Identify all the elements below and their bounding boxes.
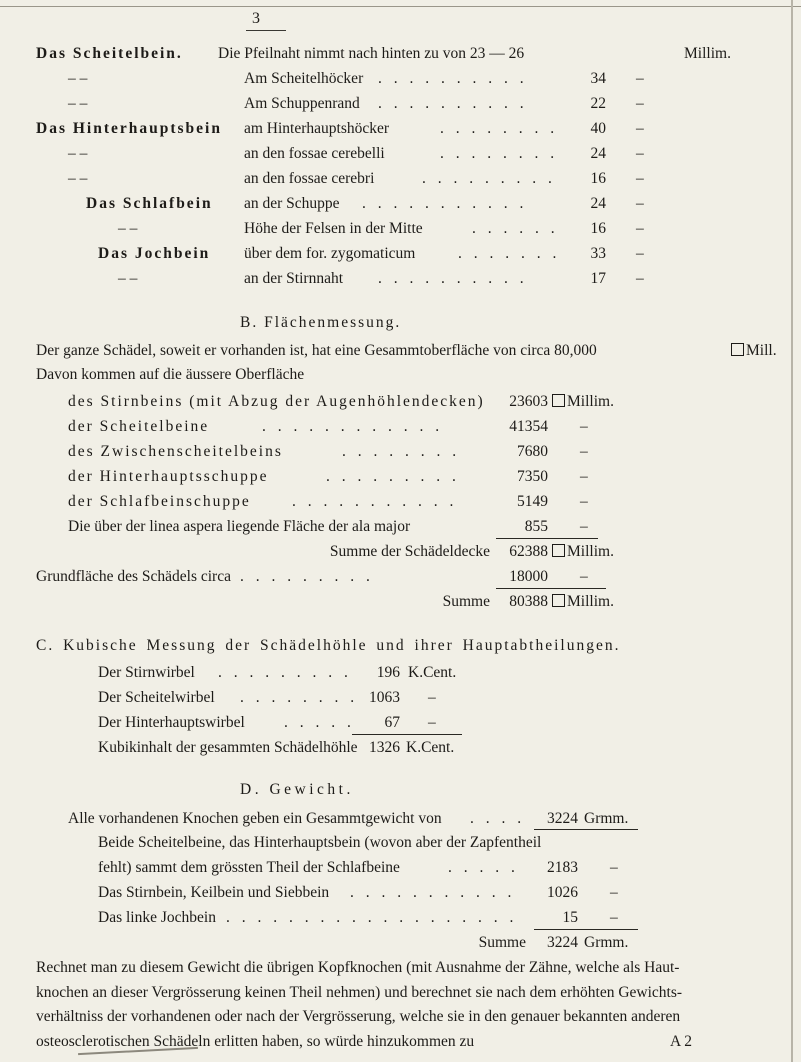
volume-total-value: 1326 bbox=[369, 739, 400, 756]
section-a-bone-label: – – bbox=[68, 145, 88, 162]
area-row-value: 855 bbox=[524, 518, 548, 535]
weight-line: Alle vorhandenen Knochen geben ein Gesammtgewicht von bbox=[68, 810, 442, 827]
weight-unit: Grmm. bbox=[584, 810, 629, 827]
weight-line: Das Stirnbein, Keilbein und Siebbein bbox=[98, 884, 330, 901]
weight-sum-label: Summe bbox=[478, 934, 526, 951]
section-a-value: 16 bbox=[590, 170, 606, 187]
weight-value: 2183 bbox=[547, 859, 578, 876]
area-row-unit-group bbox=[552, 393, 614, 411]
section-a-value: 24 bbox=[590, 195, 606, 212]
area-row-label: des Stirnbeins (mit Abzug der Augenhöhlendecken) bbox=[68, 393, 485, 410]
section-b-intro: Der ganze Schädel, soweit er vorhanden ist, hat eine Gesammtoberfläche von circa 80,000 bbox=[36, 342, 597, 359]
section-a-bone-label: – – bbox=[68, 95, 88, 112]
base-area-value: 18000 bbox=[509, 568, 548, 585]
section-a-value: 16 bbox=[590, 220, 606, 237]
area-sum-unit: Millim. bbox=[567, 543, 614, 560]
area-row-label: der Scheitelbeine bbox=[68, 418, 210, 435]
total-area-value: 80388 bbox=[509, 593, 548, 610]
leader-dots: . . . . . . . . . . bbox=[378, 95, 528, 112]
area-row-unit: – bbox=[580, 518, 588, 535]
leader-dots: . . . . . . . . bbox=[342, 443, 461, 460]
leader-dots: . . . . . . . bbox=[458, 245, 561, 262]
section-c-heading: C. Kubische Messung der Schädelhöhle und ihrer Hauptabtheilungen. bbox=[36, 637, 621, 654]
area-row-value: 5149 bbox=[517, 493, 548, 510]
total-area-unit-group bbox=[552, 593, 614, 611]
section-a-unit: – bbox=[636, 245, 644, 262]
area-row-label: des Zwischenscheitelbeins bbox=[68, 443, 283, 460]
area-row-value: 7350 bbox=[517, 468, 548, 485]
area-row-label: der Hinterhauptsschuppe bbox=[68, 468, 269, 485]
leader-dots: . . . . . . . . . . . . bbox=[262, 418, 444, 435]
section-a-part: über dem for. zygomaticum bbox=[244, 245, 416, 262]
section-a-unit: – bbox=[636, 120, 644, 137]
section-a-value: 33 bbox=[590, 245, 606, 262]
section-a-part: an den fossae cerebelli bbox=[244, 145, 385, 162]
volume-row-value: 196 bbox=[376, 664, 400, 681]
section-a-bone-label: – – bbox=[68, 70, 88, 87]
leader-dots: . . . . . . . . . bbox=[422, 170, 556, 187]
section-b-intro-unit: Mill. bbox=[746, 342, 777, 359]
area-row-unit: – bbox=[580, 493, 588, 510]
volume-total-label: Kubikinhalt der gesammten Schädelhöhle bbox=[98, 739, 358, 756]
base-area-unit: – bbox=[580, 568, 588, 585]
sum-rule bbox=[534, 829, 638, 830]
volume-row-value: 1063 bbox=[369, 689, 400, 706]
volume-total-unit: K.Cent. bbox=[406, 739, 455, 756]
section-a-bone-label: – – bbox=[68, 170, 88, 187]
section-a-value: 24 bbox=[590, 145, 606, 162]
total-area-label: Summe bbox=[442, 593, 490, 610]
section-a-part: Die Pfeilnaht nimmt nach hinten zu von 23 — 26 bbox=[218, 45, 525, 62]
top-rule bbox=[0, 6, 801, 7]
section-a-part: Höhe der Felsen in der Mitte bbox=[244, 220, 423, 237]
section-a-part: an der Stirnnaht bbox=[244, 270, 344, 287]
square-unit-icon bbox=[731, 343, 744, 356]
square-unit-icon bbox=[552, 544, 565, 557]
section-a-part: am Hinterhauptshöcker bbox=[244, 120, 390, 137]
section-a-unit: – bbox=[636, 270, 644, 287]
weight-unit: – bbox=[610, 909, 618, 926]
section-a-part: Am Schuppenrand bbox=[244, 95, 360, 112]
section-a-value: 34 bbox=[590, 70, 606, 87]
leader-dots: . . . . . . . . . . . bbox=[350, 884, 516, 901]
leader-dots: . . . . bbox=[470, 810, 526, 827]
weight-value: 15 bbox=[562, 909, 578, 926]
weight-unit: – bbox=[610, 859, 618, 876]
volume-row-unit: – bbox=[428, 714, 436, 731]
leader-dots: . . . . . . . . bbox=[440, 120, 559, 137]
weight-value: 1026 bbox=[547, 884, 578, 901]
leader-dots: . . . . . . . . bbox=[240, 689, 359, 706]
section-a-bone-label: Das Hinterhauptsbein bbox=[36, 120, 222, 137]
leader-dots: . . . . . . . . . . . bbox=[362, 195, 528, 212]
leader-dots: . . . . . bbox=[448, 859, 519, 876]
weight-line: Beide Scheitelbeine, das Hinterhauptsbein (wovon aber der Zapfentheil bbox=[98, 834, 542, 851]
area-row-value: 23603 bbox=[509, 393, 548, 410]
volume-row-label: Der Hinterhauptswirbel bbox=[98, 714, 245, 731]
sum-rule bbox=[352, 734, 462, 735]
leader-dots: . . . . . . . . bbox=[440, 145, 559, 162]
leader-dots: . . . . . . . . . bbox=[326, 468, 460, 485]
closing-paragraph-line: osteosclerotischen Schädeln erlitten haben, so würde hinzukommen zu bbox=[36, 1033, 475, 1050]
total-area-unit: Millim. bbox=[567, 593, 614, 610]
area-row-unit: – bbox=[580, 443, 588, 460]
section-a-part: an der Schuppe bbox=[244, 195, 340, 212]
section-a-part: an den fossae cerebri bbox=[244, 170, 375, 187]
section-a-unit: – bbox=[636, 145, 644, 162]
weight-sum-value: 3224 bbox=[547, 934, 578, 951]
section-b-heading: B. Flächenmessung. bbox=[240, 314, 402, 331]
section-b-intro-unit-group bbox=[731, 342, 777, 360]
area-row-value: 7680 bbox=[517, 443, 548, 460]
weight-line: Das linke Jochbein bbox=[98, 909, 216, 926]
section-a-part: Am Scheitelhöcker bbox=[244, 70, 364, 87]
area-row-unit: Millim. bbox=[567, 393, 614, 410]
section-a-bone-label: Das Scheitelbein. bbox=[36, 45, 183, 62]
page-number: 3 bbox=[252, 10, 260, 27]
area-sum-unit-group bbox=[552, 543, 614, 561]
section-a-value: 17 bbox=[590, 270, 606, 287]
base-area-label: Grundfläche des Schädels circa bbox=[36, 568, 231, 585]
square-unit-icon bbox=[552, 594, 565, 607]
sum-rule bbox=[496, 538, 598, 539]
section-a-unit: – bbox=[636, 95, 644, 112]
area-row-value: 41354 bbox=[509, 418, 548, 435]
section-d-heading: D. Gewicht. bbox=[240, 781, 354, 798]
leader-dots: . . . . . . . . . . bbox=[378, 270, 528, 287]
section-a-value: 22 bbox=[590, 95, 606, 112]
weight-line: fehlt) sammt dem grössten Theil der Schlafbeine bbox=[98, 859, 400, 876]
weight-unit: – bbox=[610, 884, 618, 901]
closing-paragraph-line: Rechnet man zu diesem Gewicht die übrigen Kopfknochen (mit Ausnahme der Zähne, welche als Haut- bbox=[36, 959, 680, 976]
section-a-unit: – bbox=[636, 170, 644, 187]
area-row-unit: – bbox=[580, 468, 588, 485]
volume-row-unit: K.Cent. bbox=[408, 664, 457, 681]
section-a-bone-label: – – bbox=[118, 220, 138, 237]
area-sum-value: 62388 bbox=[509, 543, 548, 560]
area-row-unit: – bbox=[580, 418, 588, 435]
section-a-unit: – bbox=[636, 220, 644, 237]
leader-dots: . . . . . bbox=[284, 714, 355, 731]
area-sum-label: Summe der Schädeldecke bbox=[329, 543, 490, 560]
area-row-label: der Schlafbeinschuppe bbox=[68, 493, 251, 510]
volume-row-label: Der Stirnwirbel bbox=[98, 664, 195, 681]
volume-row-label: Der Scheitelwirbel bbox=[98, 689, 215, 706]
section-a-value: 40 bbox=[590, 120, 606, 137]
leader-dots: . . . . . . bbox=[472, 220, 559, 237]
sum-rule bbox=[496, 588, 606, 589]
closing-paragraph-line: verhältniss der vorhandenen oder nach der Vergrösserung, welche sie in den genauer bekannten anderen bbox=[36, 1008, 681, 1025]
section-a-bone-label: Das Jochbein bbox=[98, 245, 211, 262]
section-a-bone-label: – – bbox=[118, 270, 138, 287]
signature-mark: A 2 bbox=[670, 1033, 692, 1050]
weight-value: 3224 bbox=[547, 810, 578, 827]
sum-rule bbox=[534, 929, 638, 930]
leader-dots: . . . . . . . . . bbox=[218, 664, 352, 681]
leader-dots: . . . . . . . . . . . . . . . . . . . bbox=[226, 909, 518, 926]
section-b-intro: Davon kommen auf die äussere Oberfläche bbox=[36, 366, 305, 383]
page-number-rule bbox=[246, 30, 286, 31]
page-edge bbox=[791, 0, 793, 1062]
square-unit-icon bbox=[552, 394, 565, 407]
section-a-unit: Millim. bbox=[684, 45, 731, 62]
section-a-unit: – bbox=[636, 195, 644, 212]
area-row-label: Die über der linea aspera liegende Fläche der ala major bbox=[68, 518, 411, 535]
weight-sum-unit: Grmm. bbox=[584, 934, 629, 951]
section-a-unit: – bbox=[636, 70, 644, 87]
volume-row-unit: – bbox=[428, 689, 436, 706]
leader-dots: . . . . . . . . . . . bbox=[292, 493, 458, 510]
section-a-bone-label: Das Schlafbein bbox=[86, 195, 213, 212]
closing-paragraph-line: knochen an dieser Vergrösserung keinen Theil nehmen) und berechnet sie nach dem erhöhten Gewichts- bbox=[36, 984, 683, 1001]
volume-row-value: 67 bbox=[384, 714, 400, 731]
leader-dots: . . . . . . . . . . bbox=[378, 70, 528, 87]
leader-dots: . . . . . . . . . bbox=[240, 568, 374, 585]
